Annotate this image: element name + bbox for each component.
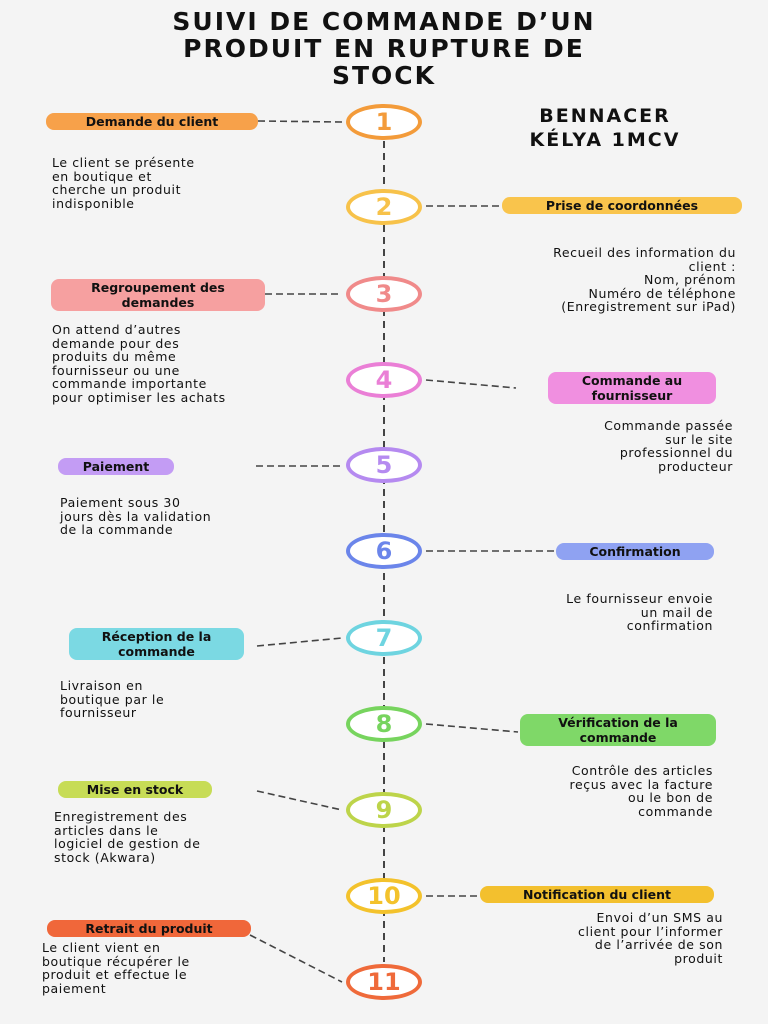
step-circle-10: 10 <box>346 878 422 914</box>
step-label-2: Prise de coordonnées <box>502 197 742 214</box>
step-circle-11: 11 <box>346 964 422 1000</box>
step-label-9: Mise en stock <box>58 781 212 798</box>
step-circle-9: 9 <box>346 792 422 828</box>
connector-line-1 <box>258 121 342 122</box>
step-description-4: Commande passée sur le site professionnel du producteur <box>604 418 733 474</box>
step-description-1: Le client se présente en boutique et cherche un produit indisponible <box>52 155 195 211</box>
connector-line-4 <box>426 380 516 388</box>
step-description-6: Le fournisseur envoie un mail de confirmation <box>566 591 713 633</box>
title-line-3: STOCK <box>331 61 437 90</box>
step-circle-8: 8 <box>346 706 422 742</box>
connector-line-7 <box>257 638 342 646</box>
step-label-11: Retrait du produit <box>47 920 251 937</box>
step-description-11: Le client vient en boutique récupérer le produit et effectue le paiement <box>42 940 190 996</box>
step-circle-1: 1 <box>346 104 422 140</box>
step-label-7: Réception de la commande <box>69 628 244 660</box>
step-description-10: Envoi d’un SMS au client pour l’informer de l’arrivée de son produit <box>578 910 723 966</box>
step-label-10: Notification du client <box>480 886 714 903</box>
step-circle-7: 7 <box>346 620 422 656</box>
step-description-7: Livraison en boutique par le fournisseur <box>60 678 165 720</box>
step-label-1: Demande du client <box>46 113 258 130</box>
author-class: KÉLYA 1MCV <box>529 129 681 151</box>
step-label-3: Regroupement des demandes <box>51 279 265 311</box>
title-line-1: SUIVI DE COMMANDE D’UN <box>172 7 596 36</box>
step-label-6: Confirmation <box>556 543 714 560</box>
connector-line-9 <box>257 791 342 810</box>
step-label-8: Vérification de la commande <box>520 714 716 746</box>
step-description-3: On attend d’autres demande pour des produits du même fournisseur ou une commande importante pour optimiser les achats <box>52 322 226 405</box>
step-description-5: Paiement sous 30 jours dès la validation de la commande <box>60 495 212 537</box>
step-circle-6: 6 <box>346 533 422 569</box>
step-circle-3: 3 <box>346 276 422 312</box>
step-circle-5: 5 <box>346 447 422 483</box>
step-description-2: Recueil des information du client : Nom, prénom Numéro de téléphone (Enregistrement sur iPad) <box>553 245 736 314</box>
step-label-5: Paiement <box>58 458 174 475</box>
step-label-4: Commande au fournisseur <box>548 372 716 404</box>
connector-line-8 <box>426 724 518 732</box>
step-description-9: Enregistrement des articles dans le logiciel de gestion de stock (Akwara) <box>54 809 201 865</box>
title-line-2: PRODUIT EN RUPTURE DE <box>183 34 585 63</box>
author-name: BENNACER <box>539 105 671 127</box>
step-circle-4: 4 <box>346 362 422 398</box>
step-circle-2: 2 <box>346 189 422 225</box>
step-description-8: Contrôle des articles reçus avec la facture ou le bon de commande <box>569 763 713 819</box>
